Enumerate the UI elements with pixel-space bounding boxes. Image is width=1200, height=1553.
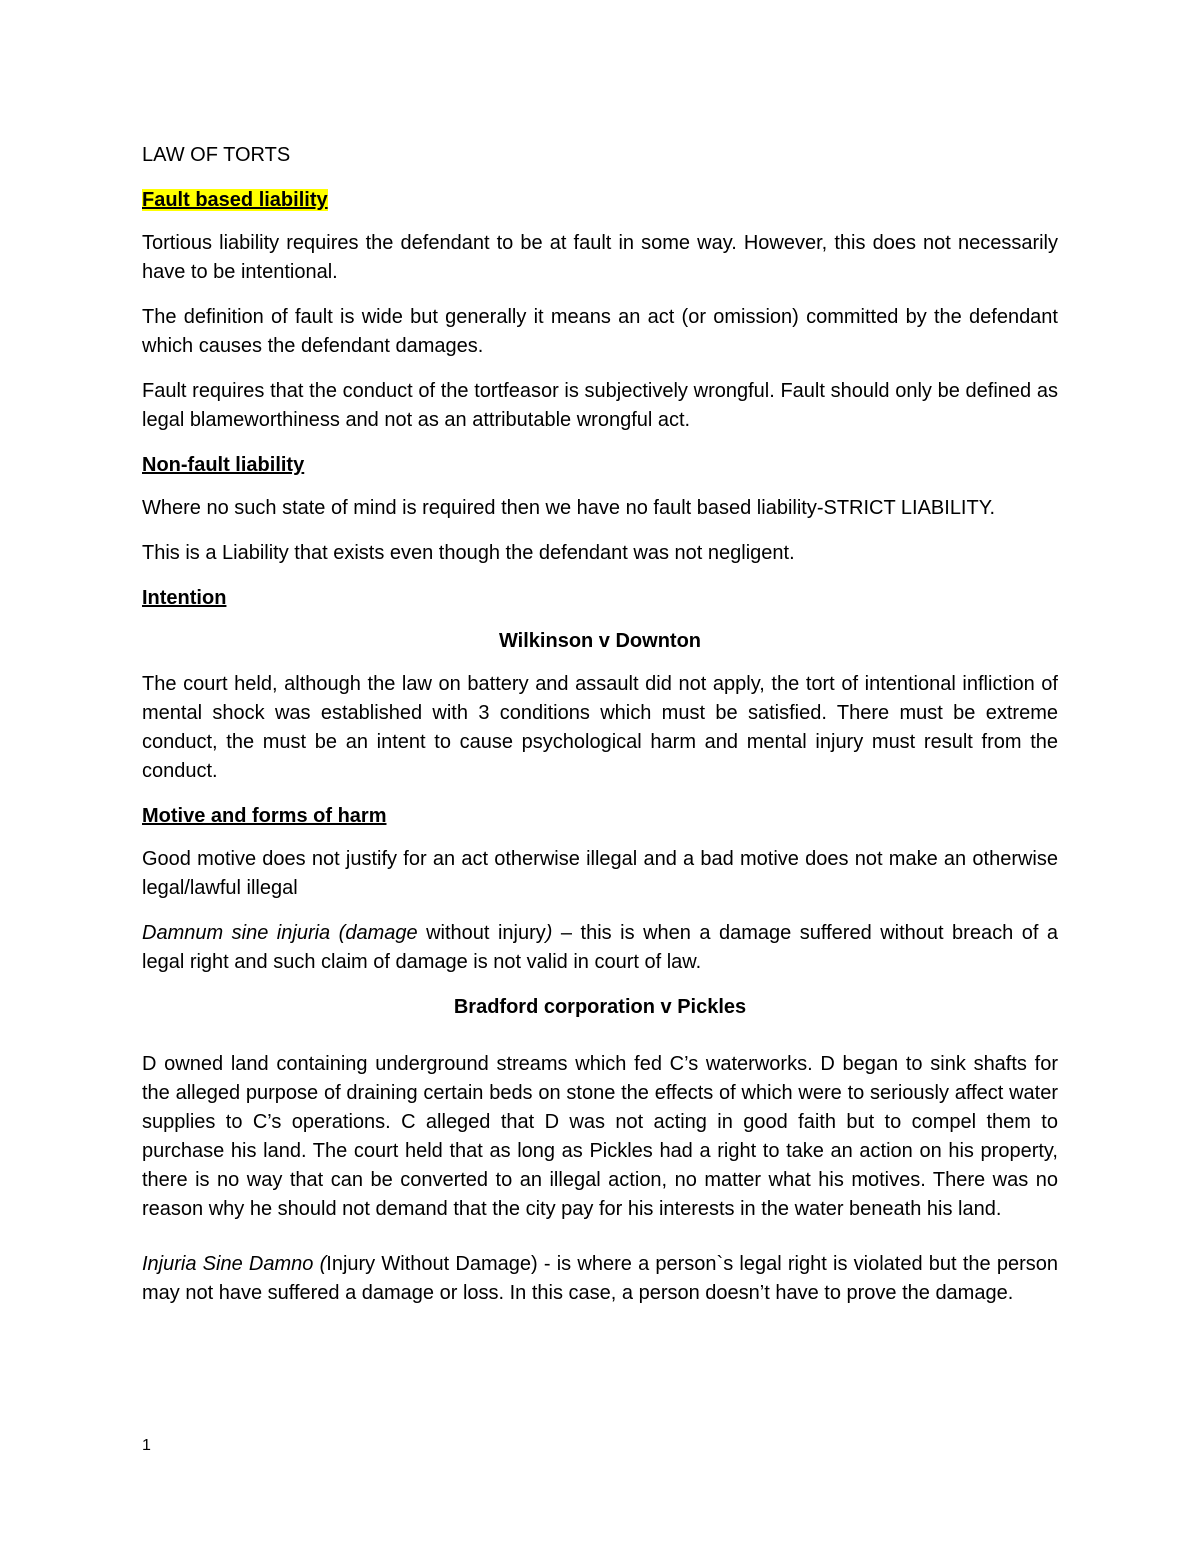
paragraph-fault-1: Tortious liability requires the defendant to be at fault in some way. However, this does not necessarily have to be intentional. (142, 232, 1058, 283)
damnum-italic-term: Damnum sine injuria (damage (142, 922, 418, 944)
document-body (142, 141, 1058, 1324)
paragraph-fault-2: The definition of fault is wide but generally it means an act (or omission) committed by the defendant which causes the defendant damages. (142, 306, 1058, 357)
case-title-bradford: Bradford corporation v Pickles (453, 996, 747, 1018)
paragraph-damnum-sine-injuria (142, 919, 1058, 977)
paragraph-non-fault-1: Where no such state of mind is required then we have no fault based liability-STRICT LIABILITY. (142, 497, 996, 519)
heading-non-fault-liability: Non-fault liability (142, 454, 305, 476)
page-number: 1 (142, 1437, 151, 1454)
heading-motive-and-forms-of-harm: Motive and forms of harm (142, 805, 387, 827)
paragraph-fault-3: Fault requires that the conduct of the tortfeasor is subjectively wrongful. Fault should only be defined as legal blameworthiness and not as an attributable wrongful act. (142, 380, 1058, 431)
damnum-italic-close: ) (545, 922, 553, 944)
paragraph-bradford: D owned land containing underground streams which fed C’s waterworks. D began to sink shafts for the alleged purpose of draining certain beds on stone the effects of which were to seriously affect water supplies to C’s operations. C alleged that D was not acting in good faith but to compel them to purchase his land. The court held that as long as Pickles had a right to take an action on his property, there is no way that can be converted to an illegal action, no matter what his motives. There was no reason why he should not demand that the city pay for his interests in the water beneath his land. (142, 1053, 1058, 1220)
damnum-plain-term: without injury (417, 922, 546, 944)
highlighted-heading-text: Fault based liability (142, 189, 328, 211)
injuria-italic-term: Injuria Sine Damno ( (142, 1253, 327, 1275)
paragraph-non-fault-2: This is a Liability that exists even though the defendant was not negligent. (142, 542, 795, 564)
injuria-definition: Injury Without Damage) - is where a person`s legal right is violated but the person may not have suffered a damage or loss. In this case, a person doesn’t have to prove the damage. (142, 1253, 1058, 1304)
paragraph-injuria-sine-damno (142, 1250, 1058, 1308)
heading-fault-based-liability (142, 186, 1058, 215)
heading-intention: Intention (142, 587, 227, 609)
paragraph-intention-1: The court held, although the law on battery and assault did not apply, the tort of intentional infliction of mental shock was established with 3 conditions which must be satisfied. There must be extreme conduct, the must be an intent to cause psychological harm and mental injury must result from the conduct. (142, 673, 1058, 782)
damnum-definition: – this is when a damage suffered without breach of a legal right and such claim of damage is not valid in court of law. (142, 922, 1058, 973)
paragraph-motive-1: Good motive does not justify for an act otherwise illegal and a bad motive does not make an otherwise legal/lawful illegal (142, 848, 1058, 899)
case-title-wilkinson: Wilkinson v Downton (498, 630, 702, 652)
document-title: LAW OF TORTS (142, 144, 291, 166)
